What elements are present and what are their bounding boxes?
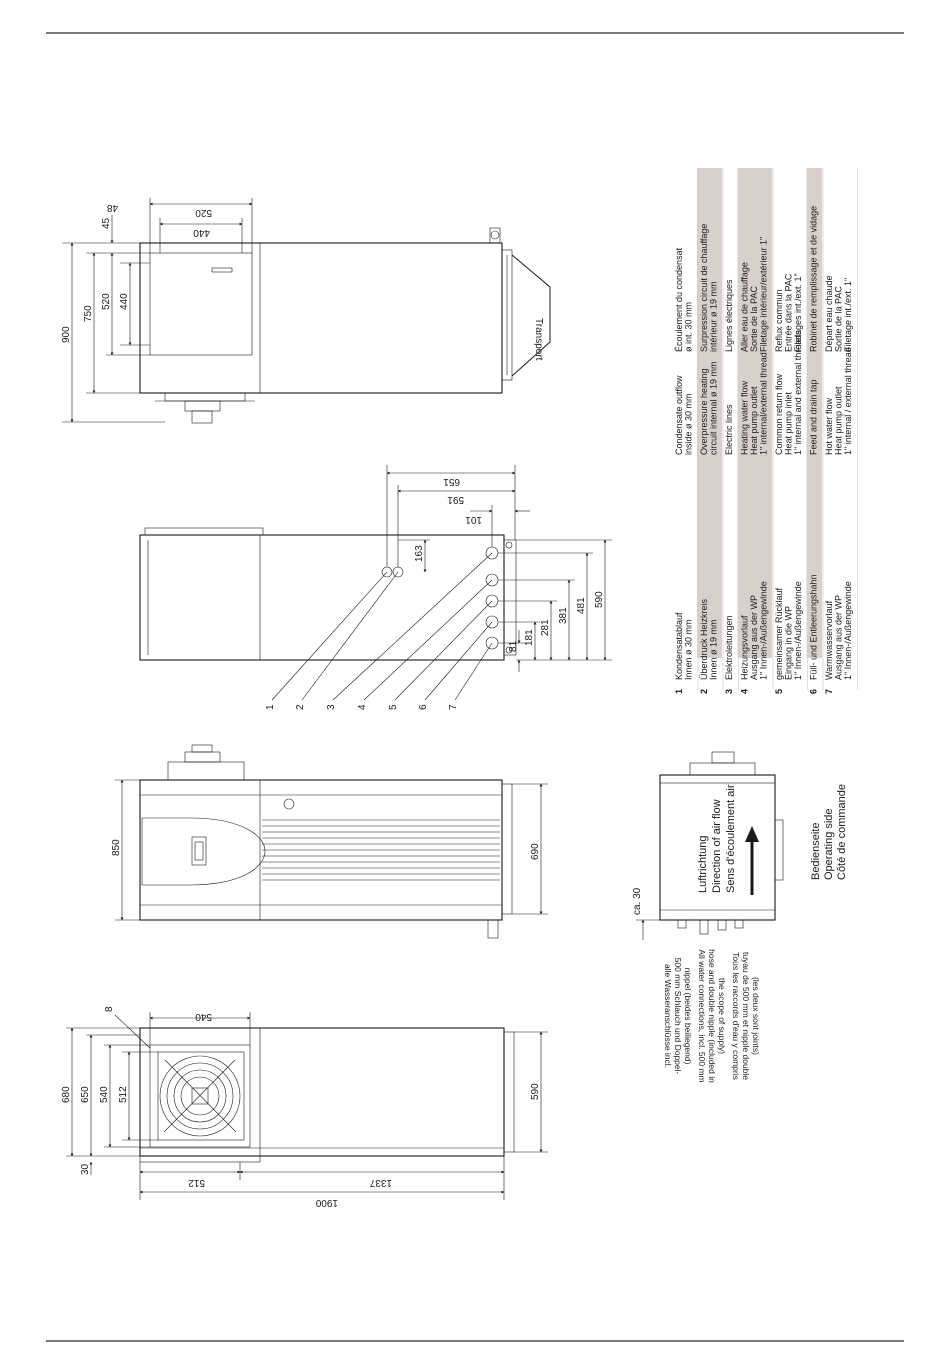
dim-540-h: 540 xyxy=(195,1011,212,1022)
dim-1900: 1900 xyxy=(315,1197,338,1208)
legend-text-en: Feed and drain tap xyxy=(808,379,819,455)
dim-512-v: 512 xyxy=(118,1086,129,1103)
fan-view xyxy=(104,1006,514,1162)
dim-750: 750 xyxy=(83,305,94,322)
dim-440-h: 440 xyxy=(193,227,210,238)
dim-45: 45 xyxy=(101,217,112,229)
fan-callout: 8 xyxy=(104,1006,115,1012)
legend-text-fr: Sortie de la PAC xyxy=(749,286,759,352)
callout-7: 7 xyxy=(448,704,459,710)
airflow-en: Direction of air flow xyxy=(711,799,723,893)
legend-text-de: Warmwasservorlauf xyxy=(824,600,834,680)
side-view xyxy=(140,528,516,710)
legend-text-de: Innen ø 30 mm xyxy=(683,619,694,680)
legend-text-fr: ø int. 30 mm xyxy=(683,301,694,352)
legend-text-fr: Écoulement du condensat xyxy=(674,247,684,352)
legend-text-fr: Robinet de remplissage et de vidage xyxy=(808,205,819,352)
legend-text-en: Heat pump inlet xyxy=(783,391,794,455)
legend-number: 2 xyxy=(699,688,709,694)
transport-label: Transport xyxy=(533,318,544,361)
operating-text xyxy=(810,784,848,880)
legend-text-fr: Reflux commun xyxy=(774,289,784,352)
dim-590: 590 xyxy=(594,591,605,608)
dim-540-v: 540 xyxy=(99,1086,110,1103)
note-line-5: hose and double nipple (included in xyxy=(707,949,717,1083)
legend-text-fr: Lignes électriques xyxy=(724,279,734,352)
callout-4: 4 xyxy=(357,704,368,710)
dim-591: 591 xyxy=(447,494,464,505)
dim-101: 101 xyxy=(465,514,482,525)
callout-6: 6 xyxy=(418,704,429,710)
legend-text-en: Heat pump outlet xyxy=(833,386,844,455)
dim-81: 81 xyxy=(508,640,519,652)
legend-text-de: Eingang in die WP xyxy=(783,605,794,680)
legend-text-en: Hot water flow xyxy=(824,397,834,455)
legend-number: 1 xyxy=(674,688,684,694)
dim-900: 900 xyxy=(61,326,72,343)
dim-690: 690 xyxy=(530,843,541,860)
legend-text-fr: Aller eau de chauffage xyxy=(739,262,750,352)
callout-2: 2 xyxy=(295,704,306,710)
dim-520-v: 520 xyxy=(101,293,112,310)
note-line-2: 500 mm Schlauch und Doppel- xyxy=(673,957,683,1075)
note-line-1: alle Wasseranschlüsse incl. xyxy=(663,963,673,1069)
ca30-label: ca. 30 xyxy=(632,887,643,915)
legend-text-en: Heat pump outlet xyxy=(749,386,759,455)
dim-381: 381 xyxy=(558,607,569,624)
callout-3: 3 xyxy=(326,704,337,710)
water-note xyxy=(663,949,761,1083)
legend-text-en: Common return flow xyxy=(774,373,784,455)
legend-text-de: 1" Innen-/Außengewinde xyxy=(758,581,769,680)
operating-de: Bedienseite xyxy=(810,822,822,880)
legend-table xyxy=(674,168,858,694)
legend-text-en: Heating water flow xyxy=(739,380,750,455)
legend-number: 3 xyxy=(724,688,734,694)
legend-text-en: 1" internal/external thread xyxy=(758,352,769,455)
dim-481: 481 xyxy=(576,597,587,614)
callout-5: 5 xyxy=(388,704,399,710)
legend-text-en: Condensate outflow xyxy=(674,375,684,455)
legend-text-fr: Départ eau chaude xyxy=(824,275,834,352)
legend-text-en: inside ø 30 mm xyxy=(683,393,694,455)
front-view xyxy=(140,745,512,938)
airflow-de: Luftrichtung xyxy=(697,835,709,893)
callout-1: 1 xyxy=(265,704,276,710)
dim-440-v: 440 xyxy=(119,293,130,310)
note-line-4: All water connections, incl. 500 mm xyxy=(697,949,707,1083)
dim-590-fan: 590 xyxy=(530,1083,541,1100)
legend-number: 4 xyxy=(739,688,750,694)
airflow-fr: Sens d'écoulement air xyxy=(725,784,737,893)
legend-text-en: circuit internal ø 19 mm xyxy=(708,361,719,455)
note-line-7: Tous les raccords d'eau y compris xyxy=(731,952,741,1080)
legend-text-fr: Filetage intérieur/extérieur 1" xyxy=(758,236,769,352)
note-line-8: tuyau de 500 mm et nipple double xyxy=(741,951,751,1081)
dim-680: 680 xyxy=(61,1086,72,1103)
legend-text-en: 1" internal / external thread xyxy=(843,347,853,455)
legend-text-en: 1" internal and external threads xyxy=(793,330,803,455)
legend-text-de: Heizungsvorlauf xyxy=(739,615,750,680)
legend-text-en: Electric lines xyxy=(724,404,734,455)
dim-163: 163 xyxy=(414,545,425,562)
legend-number: 5 xyxy=(774,688,784,694)
top-view xyxy=(140,228,550,423)
operating-fr: Côté de commande xyxy=(836,784,848,880)
legend-text-fr: Entrée dans la PAC xyxy=(783,273,794,352)
legend-text-de: Füll- und Entleerungshahn xyxy=(808,574,819,680)
dim-30: 30 xyxy=(80,1163,91,1175)
operating-en: Operating side xyxy=(823,808,835,880)
dim-48: 48 xyxy=(106,202,118,213)
legend-text-fr: Surpression circuit de chauffage xyxy=(699,223,709,352)
dim-520-h: 520 xyxy=(195,207,212,218)
legend-text-fr: Filetages int./ext. 1" xyxy=(793,273,803,352)
note-line-9: (les deux sont joints) xyxy=(751,977,761,1055)
legend-number: 7 xyxy=(824,688,834,694)
dim-1337: 1337 xyxy=(369,1177,392,1188)
dim-650: 650 xyxy=(80,1086,91,1103)
legend-text-de: 1" Innen-/Außengewinde xyxy=(843,581,853,680)
dim-512-h: 512 xyxy=(188,1177,205,1188)
legend-text-de: Ausgang aus der WP xyxy=(833,594,844,680)
legend-text-de: Überdruck Heizkreis xyxy=(699,598,709,680)
legend-number: 6 xyxy=(808,688,819,694)
legend-text-de: 1" Innen-/Außengewinde xyxy=(793,581,803,680)
note-line-3: nippel (beides beiliegend) xyxy=(683,967,693,1065)
legend-text-de: Elektroleitungen xyxy=(724,615,734,680)
dim-850: 850 xyxy=(111,839,122,856)
legend-text-de: Ausgang aus der WP xyxy=(749,594,759,680)
legend-text-de: gemeinsamer Rücklauf xyxy=(774,587,784,680)
legend-text-fr: intérieur ø 19 mm xyxy=(708,281,719,352)
legend-text-en: Overpressure heating xyxy=(699,368,709,455)
dim-181: 181 xyxy=(524,629,535,646)
note-line-6: the scope of supply) xyxy=(717,977,727,1055)
dim-651: 651 xyxy=(443,476,460,487)
legend-text-de: Innen ø 19 mm xyxy=(708,619,719,680)
legend-text-fr: Filetage int./ext. 1" xyxy=(843,277,853,352)
legend-text-de: Kondensatablauf xyxy=(674,612,684,680)
dim-281: 281 xyxy=(540,619,551,636)
legend-text-fr: Sortie de la PAC xyxy=(833,286,844,352)
